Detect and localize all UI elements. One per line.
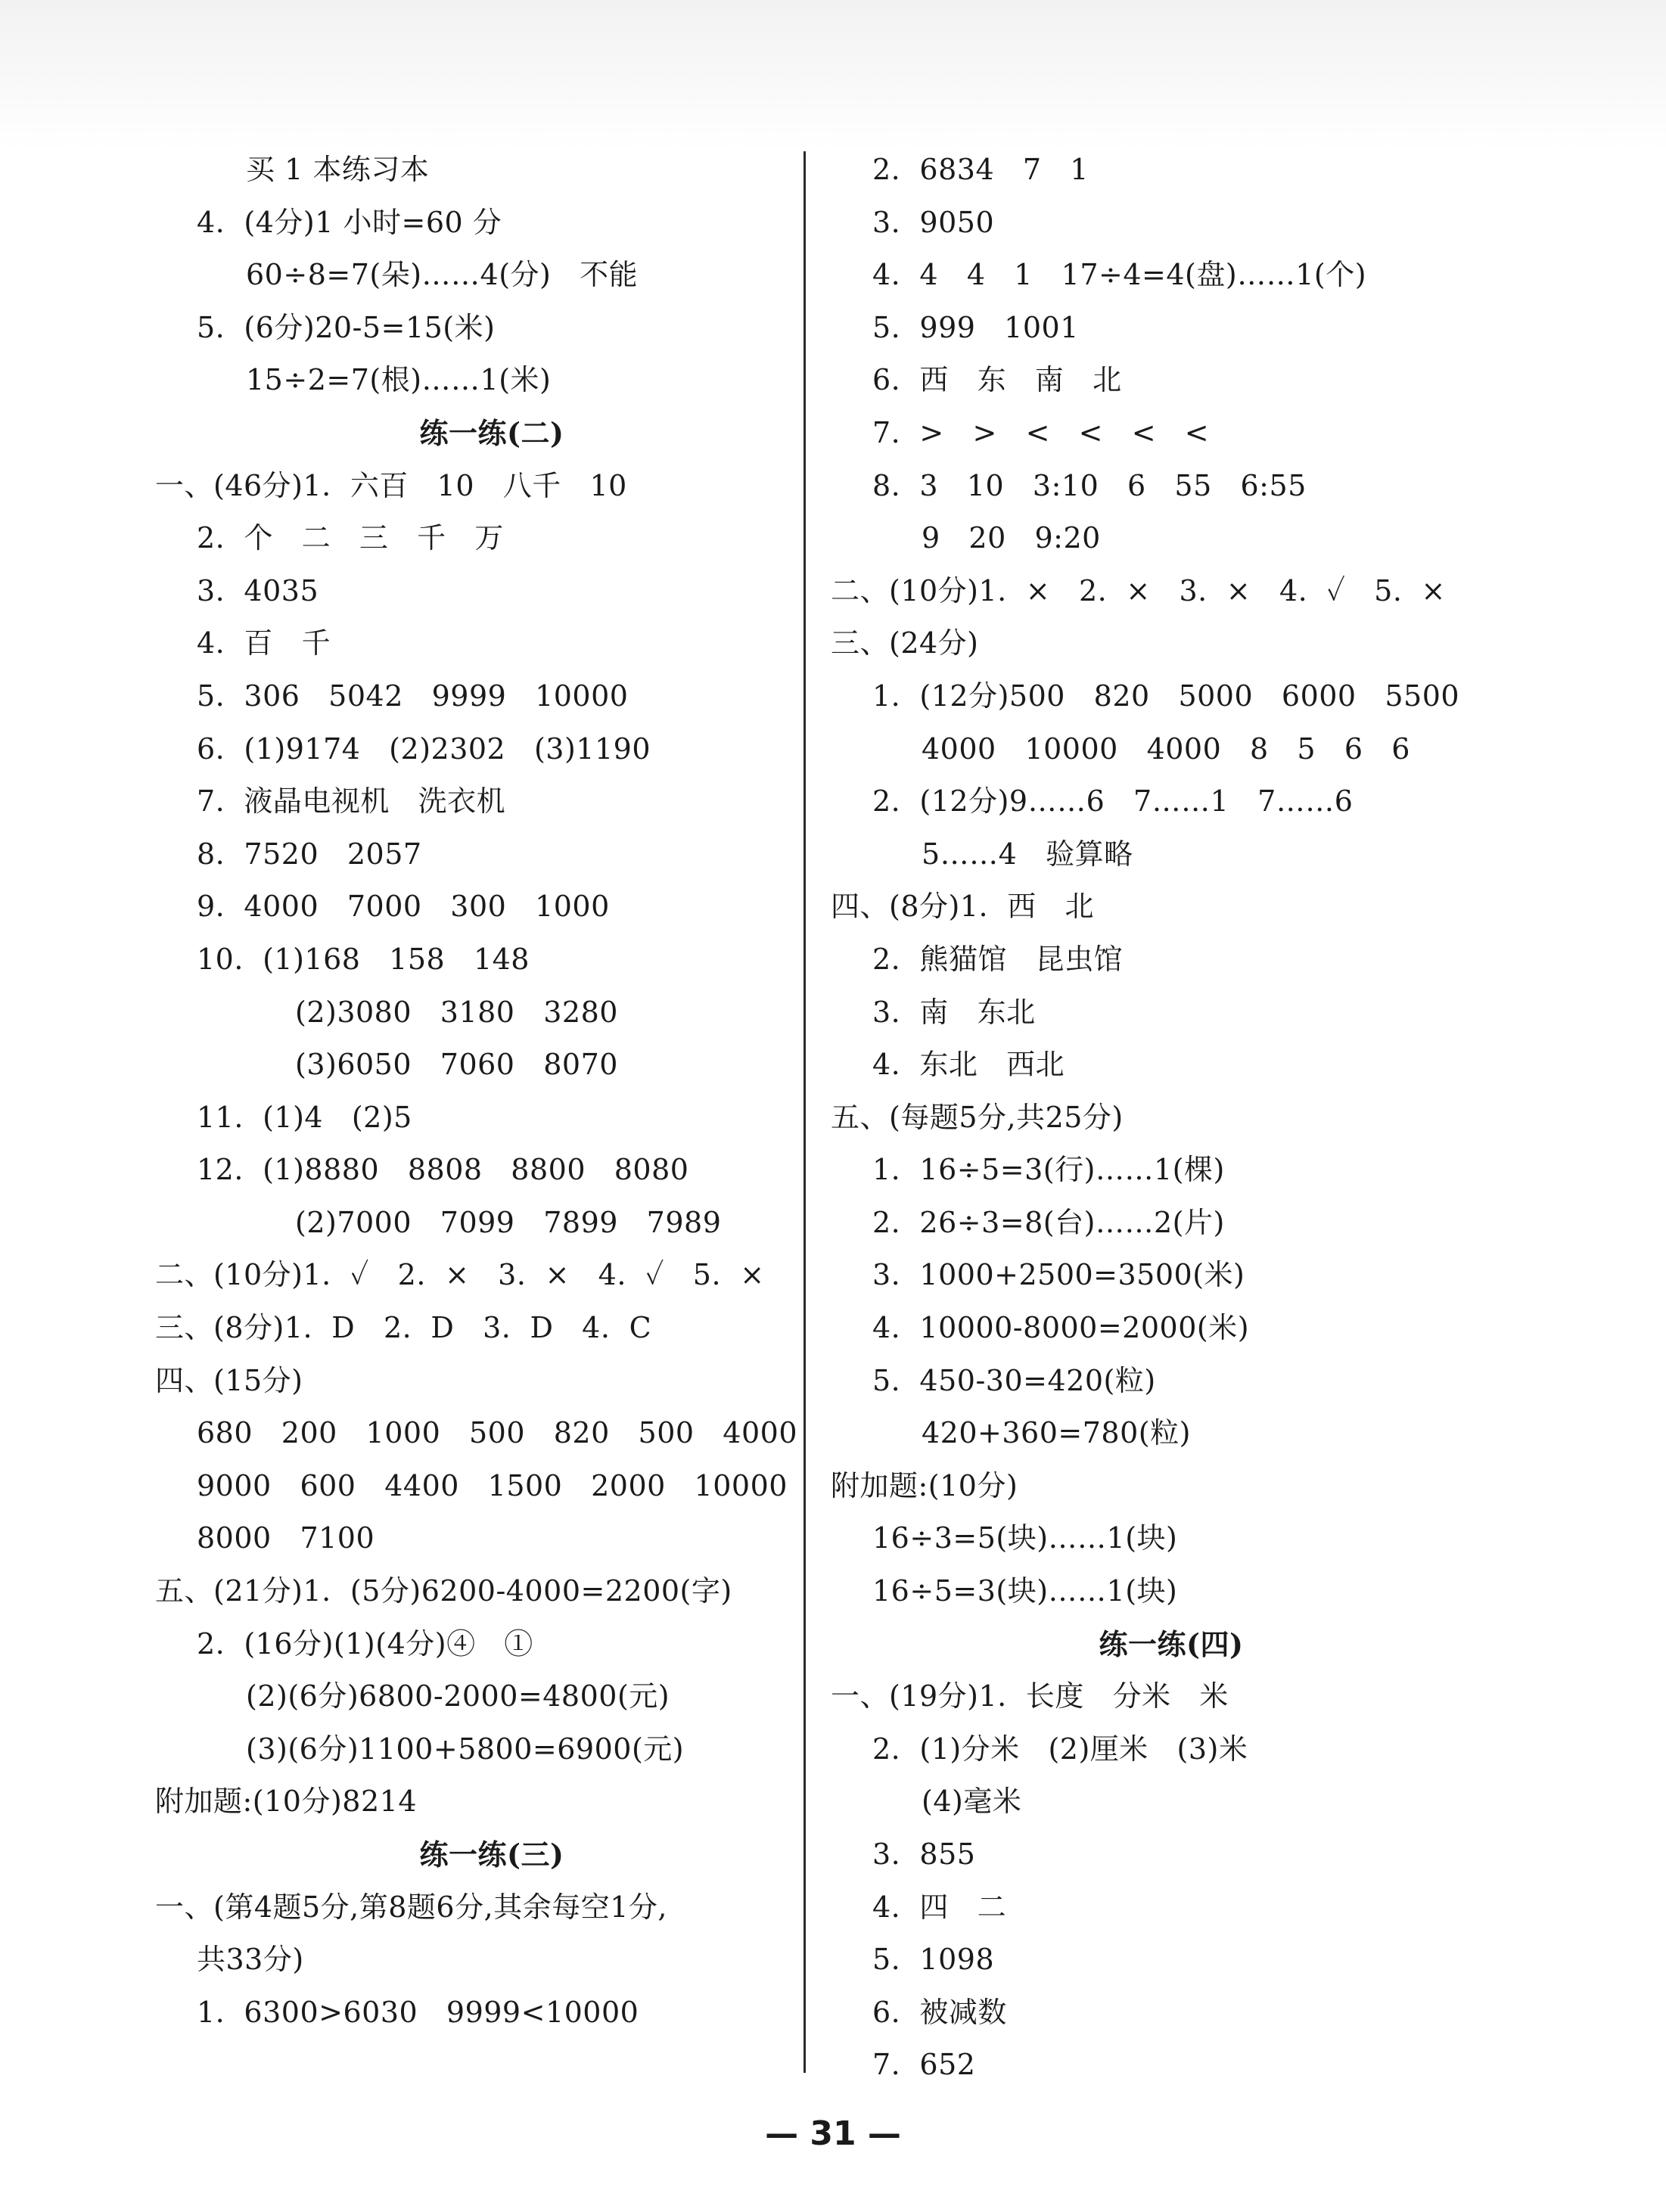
section-heading: 练一练(四) [1099, 1626, 1244, 1661]
answer-line: (3)6050 7060 8070 [295, 1048, 618, 1082]
answer-line: 16÷3=5(块)……1(块) [872, 1521, 1178, 1555]
answer-line: 5. (6分)20-5=15(米) [197, 310, 496, 344]
answer-line: 四、(15分) [155, 1363, 303, 1397]
answer-line: 5……4 验算略 [922, 837, 1133, 871]
answer-line: 2. (16分)(1)(4分)④ ① [197, 1626, 533, 1661]
answer-line: 附加题:(10分) [831, 1468, 1018, 1502]
answer-line: 5. 306 5042 9999 10000 [197, 679, 629, 713]
answer-line: 4. 4 4 1 17÷4=4(盘)……1(个) [872, 258, 1367, 292]
answer-line: 2. 个 二 三 千 万 [197, 521, 504, 555]
answer-line: 15÷2=7(根)……1(米) [246, 363, 552, 397]
answer-line: 2. (12分)9……6 7……1 7……6 [872, 784, 1354, 819]
answer-line: 二、(10分)1. ✓ 2. × 3. × 4. ✓ 5. × [155, 1258, 765, 1292]
answer-line: 6. 被减数 [872, 1995, 1007, 2029]
left-column [155, 144, 797, 2039]
answer-line: 3. 南 东北 [872, 995, 1036, 1029]
answer-line: 三、(8分)1. D 2. D 3. D 4. C [155, 1311, 652, 1345]
answer-line: 3. 1000+2500=3500(米) [872, 1258, 1245, 1292]
answer-line: 9. 4000 7000 300 1000 [197, 890, 610, 924]
section-heading: 练一练(二) [419, 415, 564, 450]
answer-line: 一、(46分)1. 六百 10 八千 10 [155, 468, 627, 502]
answer-line: 4. (4分)1 小时=60 分 [197, 205, 502, 239]
section-heading: 练一练(三) [419, 1838, 564, 1872]
answer-line: 五、(21分)1. (5分)6200-4000=2200(字) [155, 1574, 732, 1608]
answer-line: 4. 10000-8000=2000(米) [872, 1311, 1250, 1345]
answer-line: 5. 999 1001 [872, 310, 1079, 344]
answer-line: 9 20 9:20 [922, 521, 1101, 555]
answer-line: 附加题:(10分)8214 [155, 1785, 418, 1819]
answer-line: 2. (1)分米 (2)厘米 (3)米 [872, 1732, 1248, 1766]
answer-line: 10. (1)168 158 148 [197, 942, 530, 976]
answer-line: 1. (12分)500 820 5000 6000 5500 [872, 679, 1460, 713]
answer-line: 3. 4035 [197, 573, 319, 607]
answer-line: 9000 600 4400 1500 2000 10000 [197, 1468, 788, 1502]
answer-line: 二、(10分)1. × 2. × 3. × 4. ✓ 5. × [831, 573, 1446, 607]
column-divider [803, 151, 806, 2073]
answer-line: 7. 液晶电视机 洗衣机 [197, 784, 506, 819]
answer-line: 60÷8=7(朵)……4(分) 不能 [246, 258, 639, 292]
right-column [831, 144, 1512, 2092]
answer-line: 6. (1)9174 (2)2302 (3)1190 [197, 732, 651, 766]
answer-line: 8. 3 10 3:10 6 55 6:55 [872, 468, 1307, 502]
page-number: — 31 — [765, 2114, 901, 2153]
answer-line: 4000 10000 4000 8 5 6 6 [922, 732, 1410, 766]
answer-line: (4)毫米 [922, 1785, 1022, 1819]
answer-line: 6. 西 东 南 北 [872, 363, 1122, 397]
answer-line: 7. 652 [872, 2048, 976, 2082]
answer-line: 16÷5=3(块)……1(块) [872, 1574, 1178, 1608]
answer-line: 680 200 1000 500 820 500 4000 [197, 1416, 797, 1450]
answer-line: 共33分) [197, 1943, 304, 1977]
answer-line: 11. (1)4 (2)5 [197, 1100, 412, 1134]
answer-line: 一、(第4题5分,第8题6分,其余每空1分, [155, 1890, 667, 1924]
page-top-shade [0, 0, 1666, 151]
answer-line: 四、(8分)1. 西 北 [831, 890, 1094, 924]
answer-line: (2)(6分)6800-2000=4800(元) [246, 1679, 670, 1713]
answer-line: 3. 9050 [872, 205, 995, 239]
answer-line: 8. 7520 2057 [197, 837, 422, 871]
answer-line: (2)7000 7099 7899 7989 [295, 1205, 722, 1239]
answer-line: 3. 855 [872, 1838, 976, 1871]
answer-line: 5. 1098 [872, 1943, 995, 1977]
answer-line: (2)3080 3180 3280 [295, 995, 618, 1029]
answer-line: 2. 熊猫馆 昆虫馆 [872, 942, 1124, 976]
answer-line: 7. > > < < < < [872, 415, 1210, 449]
answer-line: 4. 百 千 [197, 626, 331, 660]
answer-line: 1. 6300>6030 9999<10000 [197, 1995, 639, 2029]
answer-line: 2. 6834 7 1 [872, 153, 1089, 186]
answer-line: 4. 四 二 [872, 1890, 1007, 1924]
answer-line: 8000 7100 [197, 1521, 375, 1555]
answer-line: 5. 450-30=420(粒) [872, 1363, 1156, 1397]
answer-line: 2. 26÷3=8(台)……2(片) [872, 1205, 1225, 1239]
answer-line: 12. (1)8880 8808 8800 8080 [197, 1153, 689, 1187]
answer-line: 三、(24分) [831, 626, 979, 660]
answer-line: 1. 16÷5=3(行)……1(棵) [872, 1153, 1225, 1187]
answer-line: 五、(每题5分,共25分) [831, 1100, 1124, 1134]
answer-line: 4. 东北 西北 [872, 1048, 1065, 1082]
answer-line: (3)(6分)1100+5800=6900(元) [246, 1732, 685, 1766]
answer-line: 420+360=780(粒) [922, 1416, 1191, 1450]
answer-line: 一、(19分)1. 长度 分米 米 [831, 1679, 1229, 1713]
answer-line: 买 1 本练习本 [246, 153, 430, 186]
